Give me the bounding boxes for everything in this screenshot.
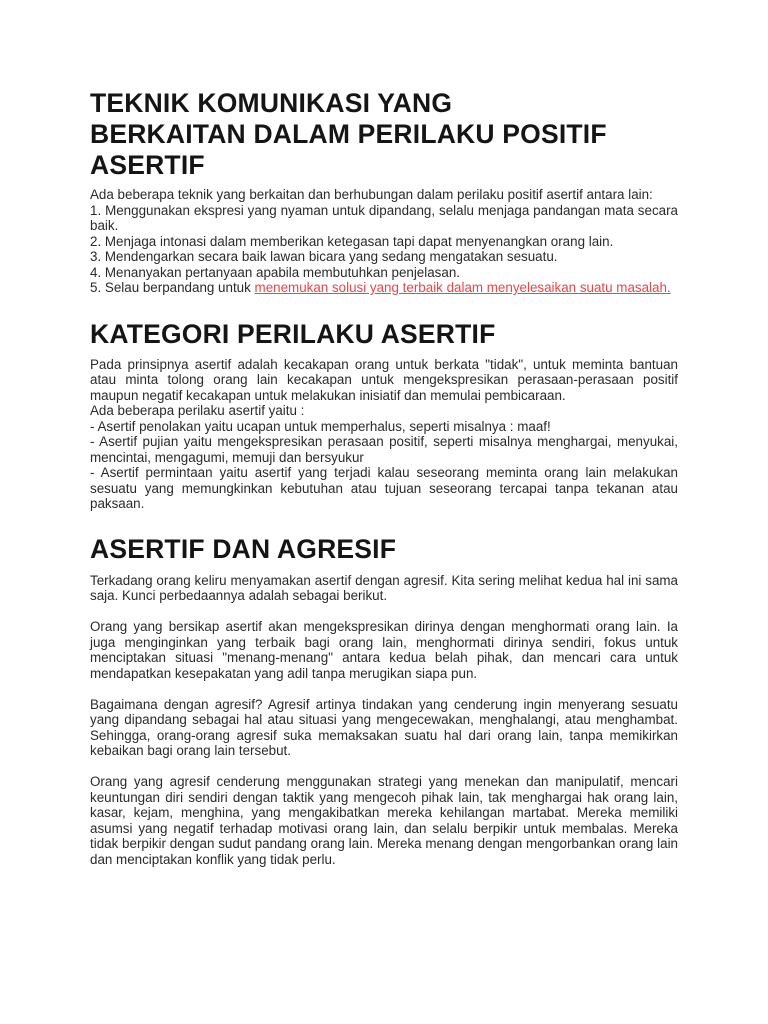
list-item-2: 2. Menjaga intonasi dalam memberikan ketegasan tapi dapat menyenangkan orang lain. (90, 233, 614, 249)
paragraph-comparison: Terkadang orang keliru menyamakan asertif dengan agresif. Kita sering melihat kedua hal ini sama saja. Kunci perbedaannya adalah sebagai berikut. (90, 572, 678, 603)
list-item-5-text: 5. Selau berpandang untuk (90, 280, 255, 295)
list-item-5 (90, 280, 678, 296)
paragraph-agresif-strategy: Orang yang agresif cenderung menggunakan strategi yang menekan dan manipulatif, mencari keuntungan diri sendiri dengan taktik yang mengecoh pihak lain, tak menghargai hak orang lain, kasar, kejam, menghina, yang mengakibatkan mereka kehilangan martabat. Mereka memiliki asumsi yang negatif terhadap motivasi orang lain, dan selalu berpikir untuk membalas. Mereka tidak berpikir dengan sudut pandang orang lain. Mereka menang dengan mengorbankan orang lain dan menciptakan konflik yang tidak perlu. (90, 774, 678, 867)
paragraph-definition: Pada prinsipnya asertif adalah kecakapan orang untuk berkata "tidak", untuk meminta bantuan atau minta tolong orang lain kecakapan untuk mengekspresikan perasaan-perasaan positif maupun negatif kecakapan untuk melakukan inisiatif dan memulai pembicaraan. (90, 356, 678, 403)
section-heading-kategori: KATEGORI PERILAKU ASERTIF (90, 318, 496, 349)
solution-link[interactable]: menemukan solusi yang terbaik dalam menyelesaikan suatu masalah. (254, 280, 671, 295)
document-page (90, 88, 678, 867)
list-item-3: 3. Mendengarkan secara baik lawan bicara yang sedang mengatakan sesuatu. (90, 249, 558, 264)
paragraph-asertif: Orang yang bersikap asertif akan mengekspresikan dirinya dengan menghormati orang lain. Ia juga menginginkan yang terbaik bagi orang lain, menghormati dirinya sendiri, fokus untuk menciptakan situasi "menang-menang" antara kedua belah pihak, dan mencari cara untuk mendapatkan kesepakatan yang adil tanpa merugikan siapa pun. (90, 619, 678, 681)
list-item-4: 4. Menanyakan pertanyaan apabila membutuhkan penjelasan. (90, 264, 460, 280)
heading-line: TEKNIK KOMUNIKASI YANG (90, 88, 453, 118)
list-item-pujian: - Asertif pujian yaitu mengekspresikan perasaan positif, seperti misalnya menghargai, menyukai, mencintai, mengagumi, memuji dan bersyukur (90, 434, 678, 465)
paragraph-agresif: Bagaimana dengan agresif? Agresif artinya tindakan yang cenderung ingin menyerang sesuatu yang dipandang sebagai hal atau situasi yang mengecewakan, menghalangi, atau menghambat. Sehingga, orang-orang agresif suka memaksakan suatu hal dari orang lain, tanpa memikirkan kebaikan bagi orang lain tersebut. (90, 696, 678, 758)
heading-line: BERKAITAN DALAM PERILAKU POSITIF (90, 119, 607, 149)
section-heading-asertif-agresif: ASERTIF DAN AGRESIF (90, 533, 397, 564)
section-heading-teknik-komunikasi (90, 88, 678, 181)
paragraph-types-intro: Ada beberapa perilaku asertif yaitu : (90, 403, 305, 418)
list-item-permintaan: - Asertif permintaan yaitu asertif yang terjadi kalau seseorang meminta orang lain melakukan sesuatu yang memungkinkan kebutuhan atau tujuan seseorang tercapai tanpa tekanan atau paksaan. (90, 465, 678, 511)
paragraph-intro: Ada beberapa teknik yang berkaitan dan berhubungan dalam perilaku positif asertif antara lain: (90, 187, 653, 202)
list-item-1: 1. Menggunakan ekspresi yang nyaman untuk dipandang, selalu menjaga pandangan mata secara baik. (90, 202, 678, 233)
list-item-penolakan: - Asertif penolakan yaitu ucapan untuk memperhalus, seperti misalnya : maaf! (90, 418, 551, 434)
heading-line: ASERTIF (90, 150, 205, 180)
